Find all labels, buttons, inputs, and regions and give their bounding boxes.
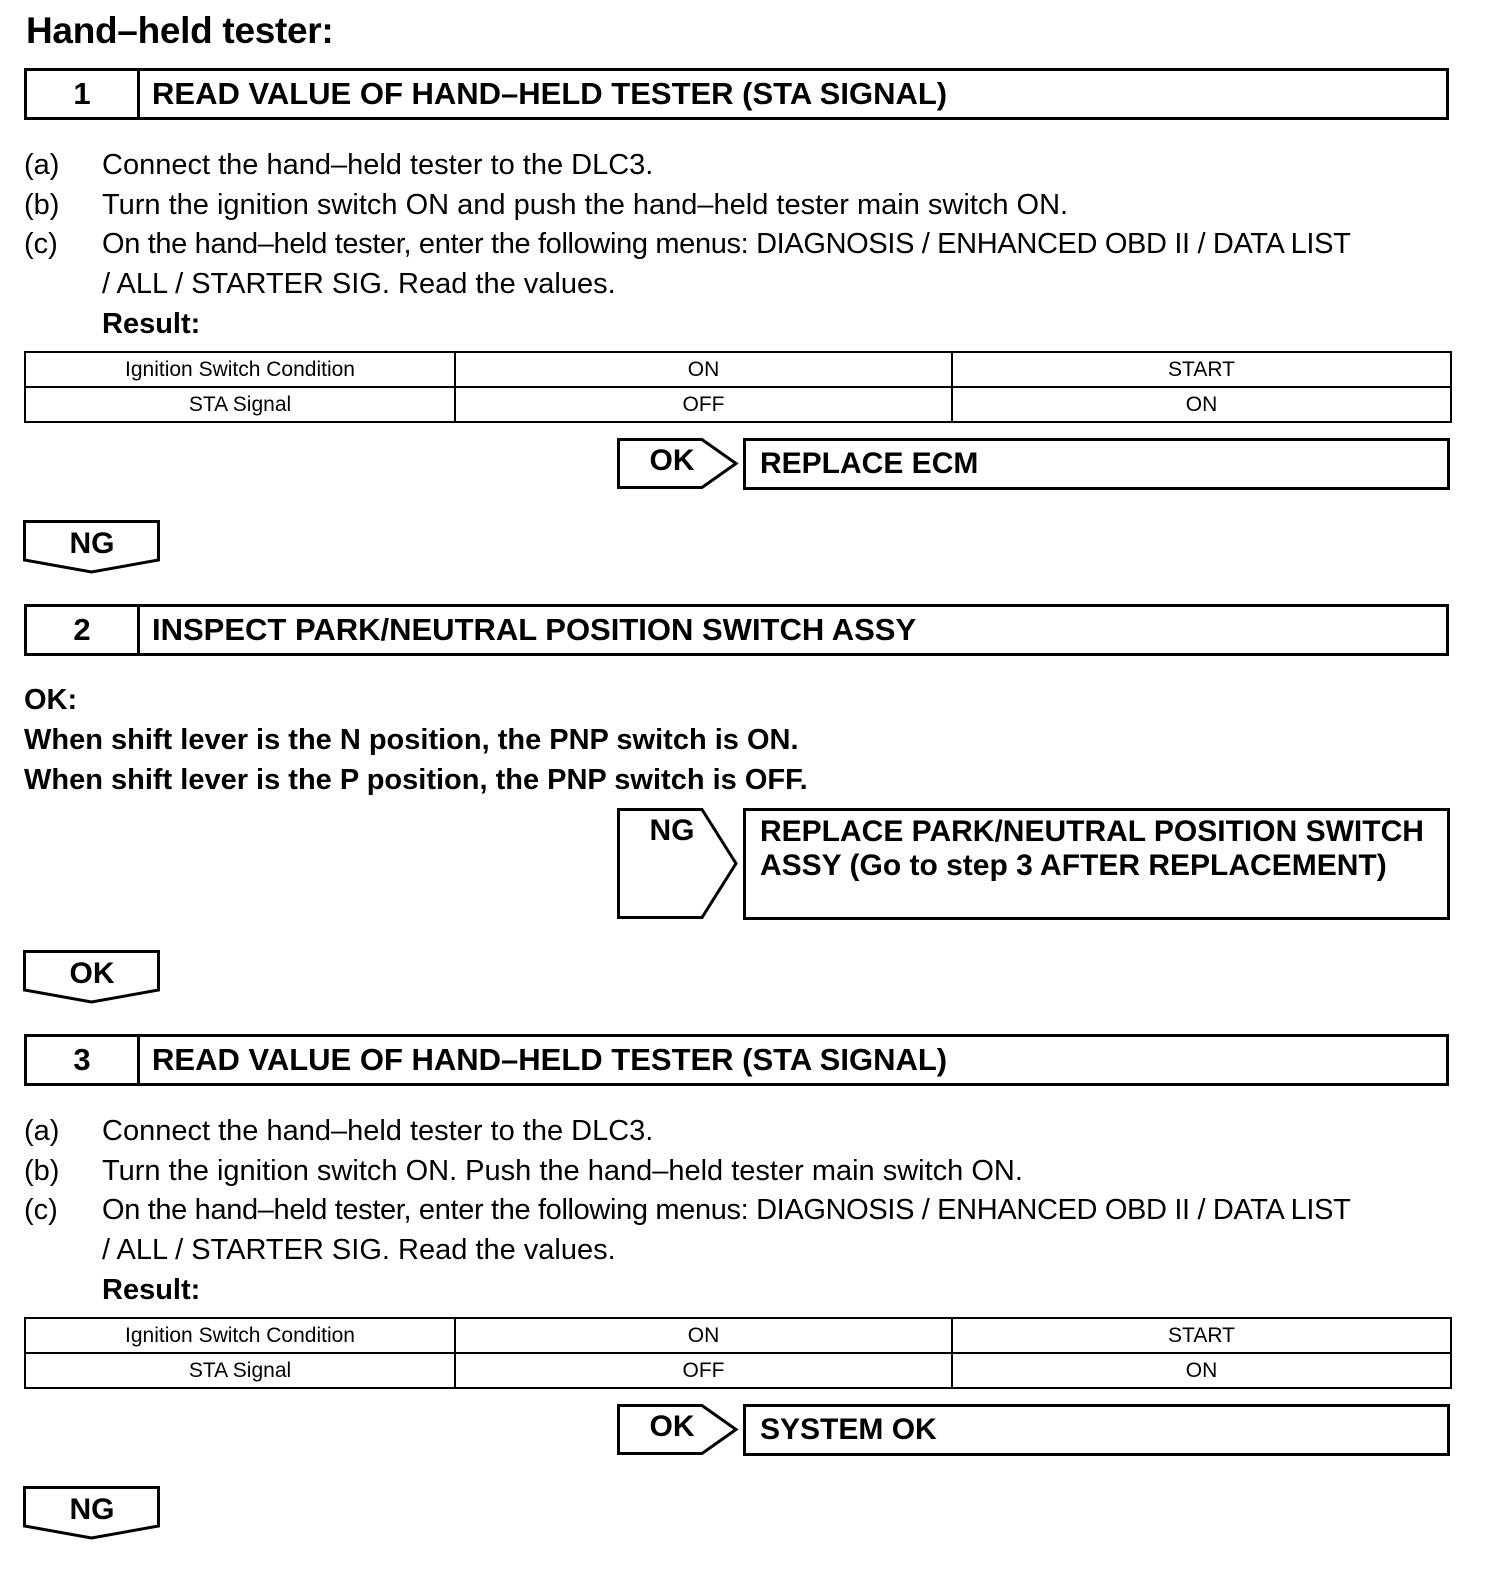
table-cell: ON <box>952 387 1451 422</box>
step-heading: INSPECT PARK/NEUTRAL POSITION SWITCH ASSY <box>152 612 917 647</box>
table-cell: STA Signal <box>25 387 455 422</box>
table-cell: START <box>952 352 1451 387</box>
ok-heading: OK: <box>24 684 78 716</box>
item-letter: (b) <box>24 189 60 221</box>
item-text: Turn the ignition switch ON and push the hand–held tester main switch ON. <box>102 189 1069 221</box>
step-2-header <box>24 604 1449 656</box>
result-label: Result: <box>102 1274 201 1306</box>
step-number: 2 <box>27 607 140 653</box>
table-cell: OFF <box>455 387 952 422</box>
action-box <box>743 808 1450 920</box>
item-text-continued: / ALL / STARTER SIG. Read the values. <box>102 268 616 300</box>
item-letter: (a) <box>24 149 60 181</box>
table-cell: STA Signal <box>25 1353 455 1388</box>
result-table <box>24 1317 1452 1389</box>
table-row <box>25 352 1451 387</box>
branch-label: OK <box>649 1410 695 1443</box>
down-label: NG <box>69 1493 115 1526</box>
item-text: Connect the hand–held tester to the DLC3. <box>102 149 654 181</box>
down-label: OK <box>69 957 115 990</box>
table-row <box>25 1318 1451 1353</box>
step-number: 3 <box>27 1037 140 1083</box>
table-cell: ON <box>455 1318 952 1353</box>
item-letter: (c) <box>24 228 58 260</box>
branch-label: OK <box>649 444 695 477</box>
step-heading: READ VALUE OF HAND–HELD TESTER (STA SIGNAL) <box>152 1042 948 1077</box>
action-text-line: REPLACE PARK/NEUTRAL POSITION SWITCH <box>760 815 1424 848</box>
item-text: On the hand–held tester, enter the following menus: DIAGNOSIS / ENHANCED OBD II / DATA LIST <box>102 1194 1351 1226</box>
table-row <box>25 1353 1451 1388</box>
table-cell: ON <box>952 1353 1451 1388</box>
item-letter: (c) <box>24 1194 58 1226</box>
step-1-header <box>24 68 1449 120</box>
action-box: REPLACE ECM <box>743 438 1450 490</box>
action-box: SYSTEM OK <box>743 1404 1450 1456</box>
branch-label: NG <box>649 814 695 847</box>
table-cell: ON <box>455 352 952 387</box>
table-cell: Ignition Switch Condition <box>25 352 455 387</box>
step-3-header <box>24 1034 1449 1086</box>
ok-line: When shift lever is the N position, the PNP switch is ON. <box>24 724 799 756</box>
table-row <box>25 387 1451 422</box>
table-cell: START <box>952 1318 1451 1353</box>
action-text-line: ASSY (Go to step 3 AFTER REPLACEMENT) <box>760 849 1387 882</box>
result-table <box>24 351 1452 423</box>
item-letter: (b) <box>24 1155 60 1187</box>
table-cell: OFF <box>455 1353 952 1388</box>
item-letter: (a) <box>24 1115 60 1147</box>
table-cell: Ignition Switch Condition <box>25 1318 455 1353</box>
down-label: NG <box>69 527 115 560</box>
page-title: Hand–held tester: <box>26 10 334 51</box>
item-text: On the hand–held tester, enter the following menus: DIAGNOSIS / ENHANCED OBD II / DATA LIST <box>102 228 1351 260</box>
step-heading: READ VALUE OF HAND–HELD TESTER (STA SIGNAL) <box>152 76 948 111</box>
step-number: 1 <box>27 71 140 117</box>
item-text-continued: / ALL / STARTER SIG. Read the values. <box>102 1234 616 1266</box>
result-label: Result: <box>102 308 201 340</box>
item-text: Connect the hand–held tester to the DLC3. <box>102 1115 654 1147</box>
ok-line: When shift lever is the P position, the PNP switch is OFF. <box>24 764 808 796</box>
item-text: Turn the ignition switch ON. Push the hand–held tester main switch ON. <box>102 1155 1023 1187</box>
